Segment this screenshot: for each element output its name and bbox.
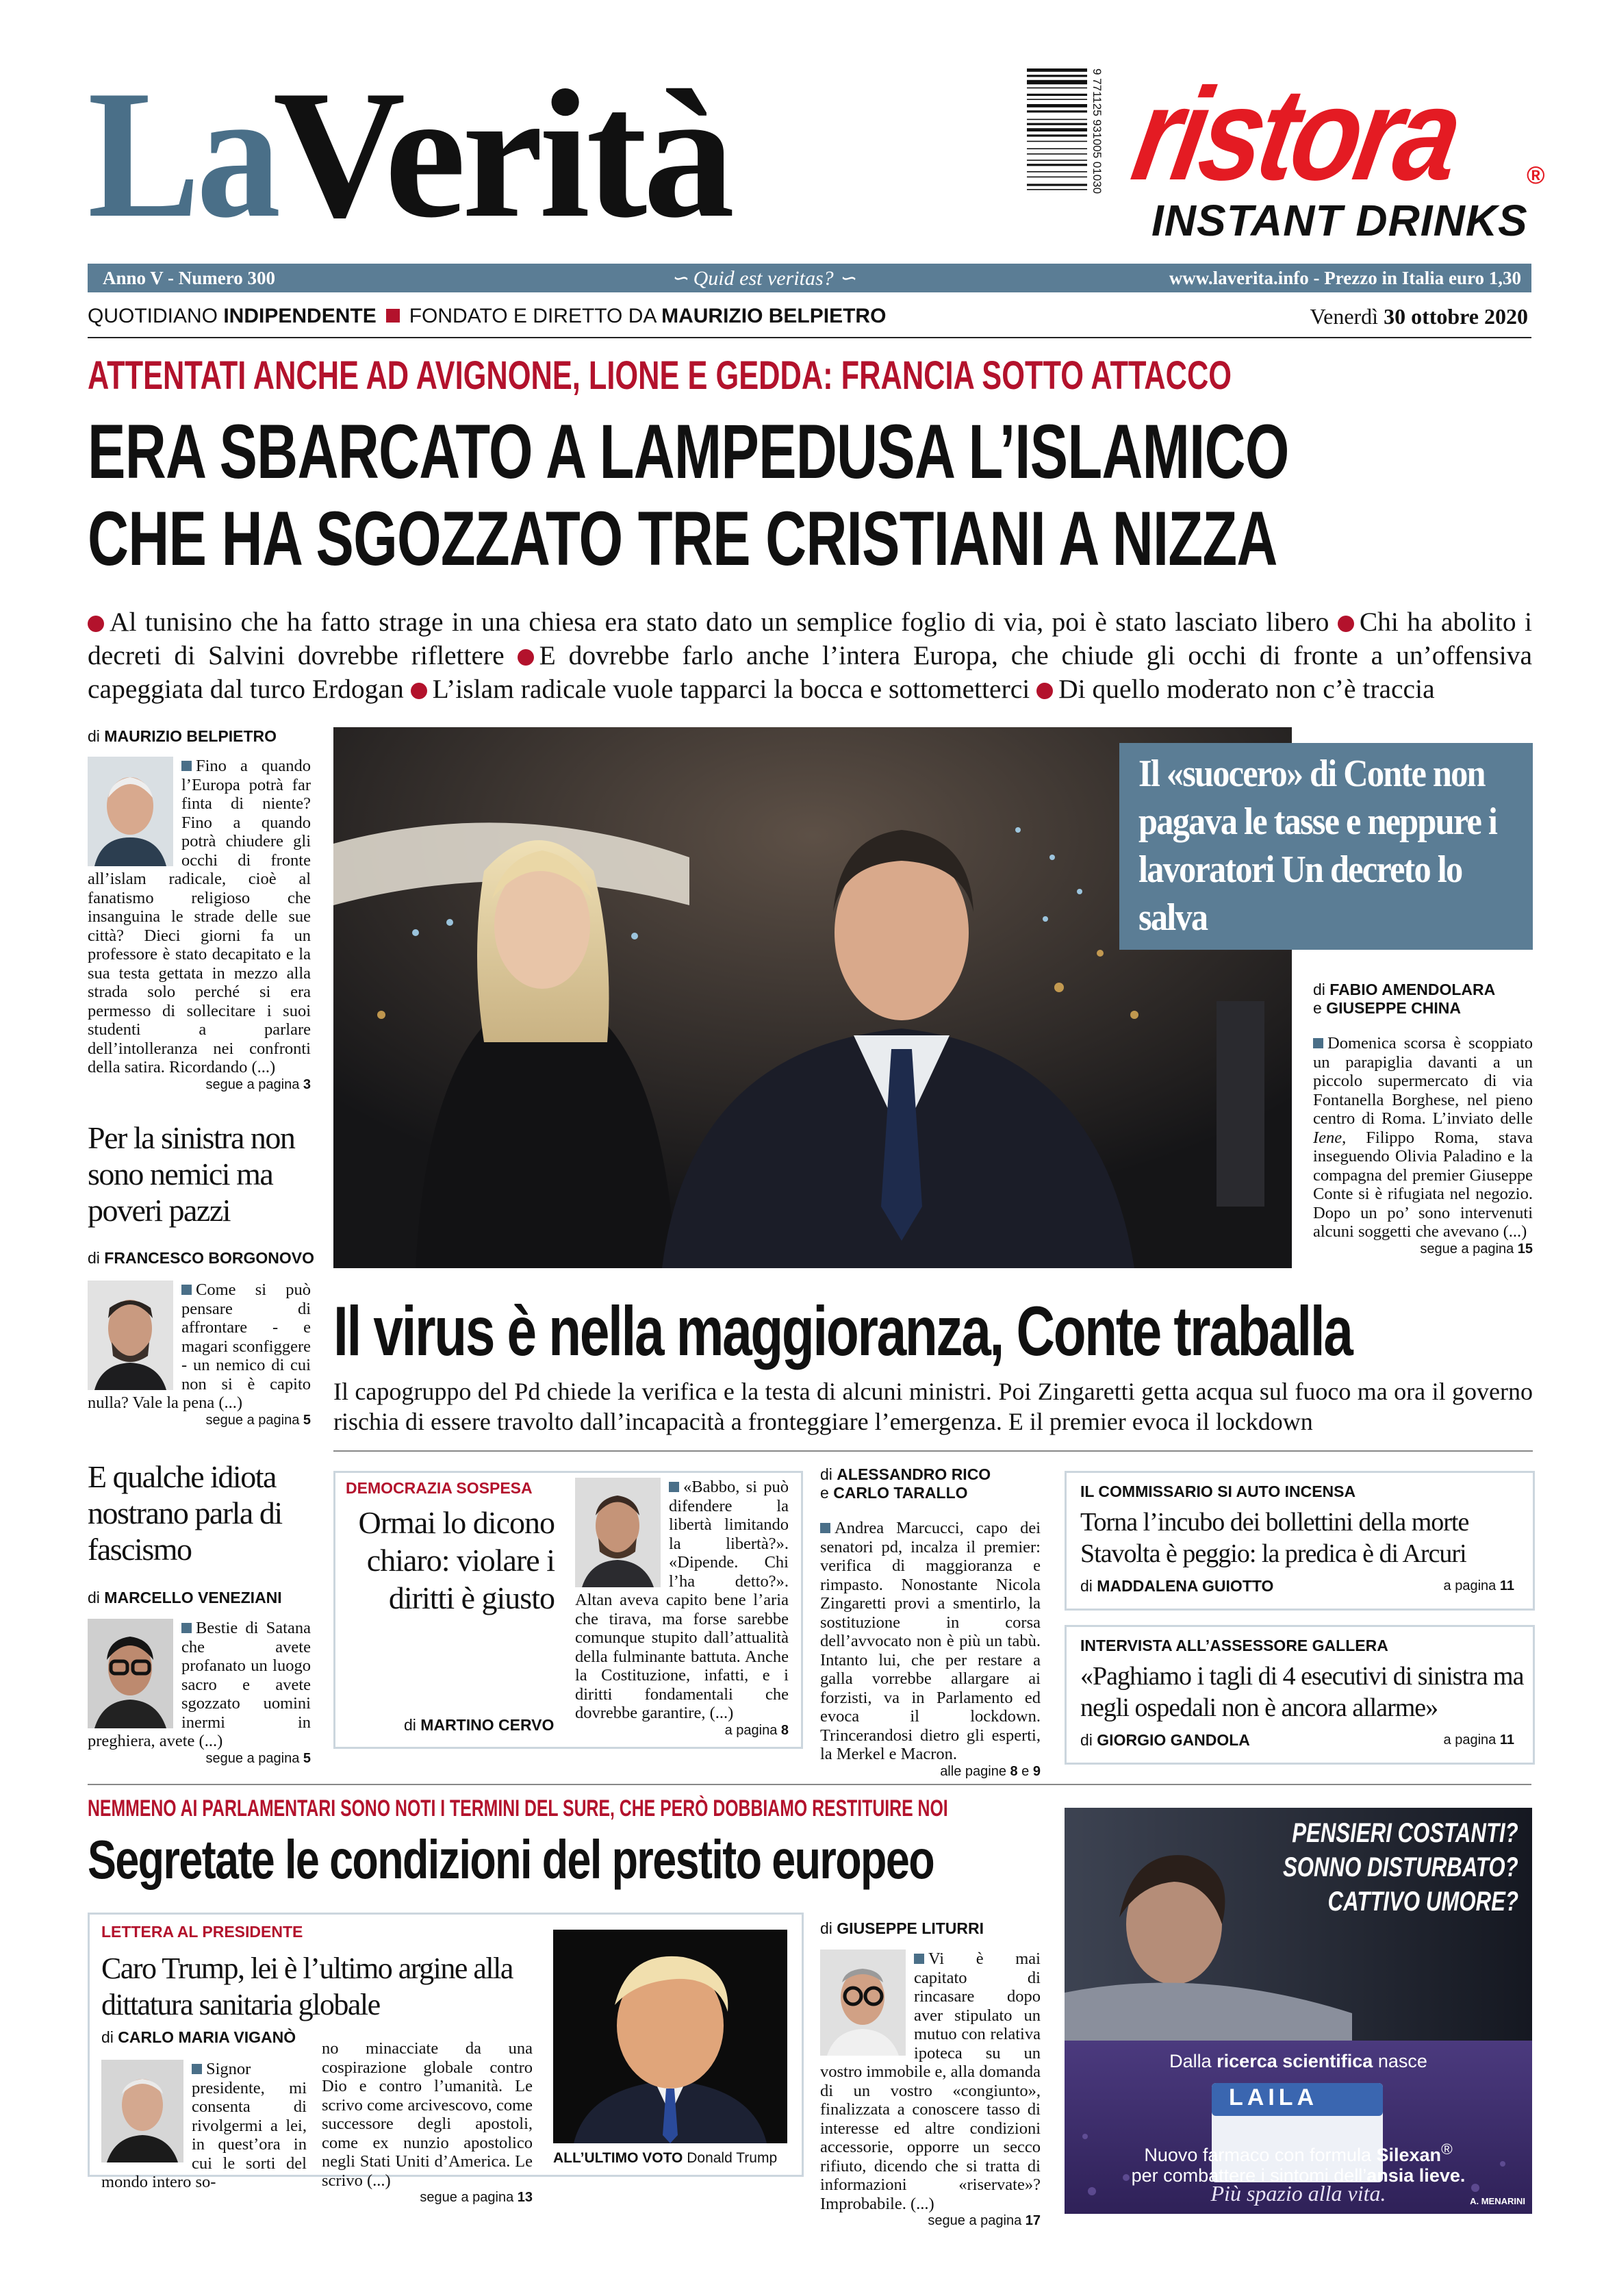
laila-q1: PENSIERI COSTANTI? <box>1292 1818 1518 1848</box>
trump-photo[interactable] <box>553 1930 787 2143</box>
barcode-bar <box>1027 164 1087 166</box>
barcode-bar <box>1027 68 1087 72</box>
bullet-dot-icon <box>518 649 534 666</box>
ristora-ad[interactable] <box>1123 60 1561 247</box>
headline-veneziani[interactable]: E qualche idiota nostrano parla di fascismo <box>88 1459 282 1567</box>
author-photo-belpietro <box>88 757 173 866</box>
square-icon <box>181 1285 192 1295</box>
barcode-bar <box>1027 119 1087 121</box>
segue-link[interactable]: segue a pagina 13 <box>420 2190 533 2205</box>
article-text: Bestie di Satana che avete profanato un luogo sacro e avete sgozzato uomini inermi in preghiera, avete (...) <box>88 1619 311 1750</box>
barcode-bar <box>1027 184 1087 186</box>
barcode-bar <box>1027 104 1087 108</box>
barcode-bar <box>1027 134 1087 136</box>
byline-gandola[interactable]: di GIORGIO GANDOLA <box>1080 1731 1250 1749</box>
byline-borgonovo[interactable]: di FRANCESCO BORGONOVO <box>88 1249 314 1267</box>
square-icon <box>181 761 192 771</box>
apagina-link[interactable]: a pagina 11 <box>1443 1578 1514 1593</box>
author-photo-cervo <box>575 1478 661 1587</box>
masthead-rule <box>88 337 1531 338</box>
lettera-kicker: LETTERA AL PRESIDENTE <box>101 1923 303 1941</box>
site-price[interactable]: www.laverita.info - Prezzo in Italia euro 1,30 <box>1169 268 1521 288</box>
barcode-bar <box>1027 171 1087 173</box>
barcode-bar <box>1027 177 1087 178</box>
trump-portrait <box>553 1930 787 2143</box>
byline-rico[interactable]: di ALESSANDRO RICO e CARLO TARALLO <box>820 1465 991 1502</box>
segue-link[interactable]: segue a pagina 5 <box>205 1412 311 1428</box>
suocero-headline-box[interactable] <box>1119 743 1533 950</box>
col-belpietro <box>88 757 311 1093</box>
bullet-dot-icon <box>88 616 104 632</box>
tagline: QUOTIDIANO INDIPENDENTE FONDATO E DIRETTO DA MAURIZIO BELPIETRO <box>88 305 887 327</box>
ristora-registered: ® <box>1527 161 1545 189</box>
segue-link[interactable]: segue a pagina 15 <box>1420 1241 1533 1257</box>
byline-belpietro[interactable]: di MAURIZIO BELPIETRO <box>88 727 277 745</box>
barcode-bar <box>1027 80 1087 84</box>
apagina-link[interactable]: a pagina 8 <box>724 1722 789 1738</box>
author-photo-borgonovo <box>88 1281 173 1390</box>
gallera-kicker: INTERVISTA ALL’ASSESSORE GALLERA <box>1080 1637 1388 1654</box>
issue-number: Anno V - Numero 300 <box>103 268 276 288</box>
lead-overline: ATTENTATI ANCHE AD AVIGNONE, LIONE E GEDDA: FRANCIA SOTTO ATTACCO <box>88 353 1232 398</box>
gallera-title[interactable]: «Paghiamo i tagli di 4 esecutivi di sinistra ma negli ospedali non è ancora allarme» <box>1080 1662 1524 1722</box>
barcode-bar <box>1027 128 1087 131</box>
article-text: Andrea Marcucci, capo dei senatori pd, incalza il premier: verifica di maggioranza e rimpasto. Nonostante Nicola Zingaretti provi a smentirlo, la sostituzione in corsa dell’avvocato non è più un tabù. Intanto lui, che per restare a galla vorrebbe allargare ai forzisti, va in Parlamento ed evoca il lockdown. Trincerandosi dietro gli esperti, la Merkel e Macron. <box>820 1519 1041 1763</box>
barcode <box>1027 68 1106 243</box>
barcode-bar <box>1027 75 1087 77</box>
barcode-bar <box>1027 99 1087 100</box>
democrazia-kicker: DEMOCRAZIA SOSPESA <box>346 1479 533 1497</box>
commissario-title[interactable]: Torna l’incubo dei bollettini della morte Stavolta è peggio: la predica è di Arcuri <box>1080 1508 1469 1568</box>
headline-borgonovo[interactable]: Per la sinistra non sono nemici ma poveri pazzi <box>88 1120 295 1228</box>
barcode-bar <box>1027 123 1087 125</box>
square-icon <box>1313 1038 1323 1048</box>
article-text: «Babbo, si può difendere la libertà limitando la libertà?». «Dipende. Chi l’ha detto?». Altan aveva capito bene l’aria che tirava, ma forse sarebbe comunque stupito dall’attualità della fulminante battuta. Anche la Costituzione, infatti, e i diritti fondamentali che dovrebbe garantire, (...) <box>575 1478 789 1722</box>
commissario-kicker: IL COMMISSARIO SI AUTO INCENSA <box>1080 1483 1356 1500</box>
laila-maker: A. MENARINI <box>1470 2196 1525 2206</box>
square-icon <box>820 1523 830 1533</box>
byline-liturri[interactable]: di GIUSEPPE LITURRI <box>820 1919 984 1937</box>
laila-dalla: Dalla ricerca scientifica nasce <box>1169 2051 1427 2071</box>
barcode-number: 9 771125 931005 01030 <box>1091 68 1104 194</box>
motto-ornament-right-icon: ∽ <box>833 267 856 290</box>
author-photo-veneziani <box>88 1619 173 1728</box>
author-photo-vigano <box>101 2060 183 2162</box>
col-veneziani <box>88 1619 311 1767</box>
col-liturri <box>820 1950 1041 2229</box>
article-text: Signor presidente, mi consenta di rivolgermi a lei, in quest’ora in cui le sorti del mondo intero so- <box>101 2060 307 2191</box>
bullet-dot-icon <box>411 683 427 699</box>
apagina-link[interactable]: a pagina 11 <box>1443 1732 1514 1748</box>
laila-product: LAILA <box>1229 2084 1319 2110</box>
barcode-bar <box>1027 94 1087 96</box>
logo-la: La <box>88 52 277 255</box>
lead-headline-2[interactable]: CHE HA SGOZZATO TRE CRISTIANI A NIZZA <box>88 496 1277 581</box>
square-icon <box>914 1954 924 1964</box>
col-rico <box>820 1519 1041 1780</box>
segue-link[interactable]: segue a pagina 5 <box>205 1750 311 1766</box>
byline-guiotto[interactable]: di MADDALENA GUIOTTO <box>1080 1577 1274 1595</box>
barcode-bar <box>1027 110 1087 112</box>
laila-q2: SONNO DISTURBATO? <box>1283 1852 1518 1882</box>
bullet-dot-icon <box>1338 616 1354 632</box>
col-lettera-1 <box>101 2060 307 2192</box>
barcode-bar <box>1027 148 1087 149</box>
laila-nuovo: Nuovo farmaco con formula Silexan® per combattere i sintomi dell’ansia lieve. <box>1131 2141 1466 2186</box>
col-suocero <box>1313 1034 1533 1257</box>
barcode-bar <box>1027 141 1087 142</box>
virus-summary: Il capogruppo del Pd chiede la verifica e la testa di alcuni ministri. Poi Zingaretti getta acqua sul fuoco ma ora il governo rischia di essere travolto dall’incapacità a fronteggiare l’emergenza. E il premier evoca il lockdown <box>333 1378 1533 1435</box>
laila-q3: CATTIVO UMORE? <box>1327 1887 1518 1917</box>
laila-ad[interactable] <box>1065 1808 1532 2214</box>
lettera-title[interactable]: Caro Trump, lei è l’ultimo argine alla dittatura sanitaria globale <box>101 1952 513 2021</box>
col-lettera-2 <box>322 2039 533 2206</box>
masthead-logo <box>88 52 731 255</box>
barcode-bar <box>1027 189 1087 190</box>
byline-amendolara[interactable]: di FABIO AMENDOLARA e GIUSEPPE CHINA <box>1313 981 1496 1017</box>
author-photo-liturri <box>820 1950 906 2056</box>
democrazia-title[interactable]: Ormai lo dicono chiaro: violare i diritti è giusto <box>358 1505 555 1615</box>
motto: ∽ Quid est veritas? ∽ <box>671 267 856 290</box>
article-text: Fino a quando l’Europa potrà far finta di niente? Fino a quando potrà chiudere gli occhi di fronte all’islam radicale, cioè al fanatismo religioso che insanguina le strade delle sue città? Dieci giorni fa un professore è stato decapitato e la sua testa gettata in mezzo alla strada solo perché si era permesso di sollecitare i suoi studenti a parlare dell’intolleranza nei confronti della satira. Ricordando (...) <box>88 757 311 1076</box>
article-text: no minacciate da una cospirazione globale contro Dio e contro l’umanità. Le scrivo come arcivescovo, come successore degli apostoli, come ex nunzio apostolico negli Stati Uniti d’America. Le scrivo (...) <box>322 2039 533 2190</box>
trump-caption: ALL’ULTIMO VOTO Donald Trump <box>553 2150 778 2166</box>
barcode-bar <box>1027 88 1087 89</box>
byline-cervo[interactable]: di MARTINO CERVO <box>404 1716 555 1734</box>
issue-date: Venerdì 30 ottobre 2020 <box>1310 304 1528 329</box>
motto-ornament-left-icon: ∽ <box>671 267 693 290</box>
article-text: Come si può pensare di affrontare - e magari sconfiggere - un nemico di cui non si è capito nulla? Vale la pena (...) <box>88 1281 311 1412</box>
virus-headline[interactable]: Il virus è nella maggioranza, Conte traballa <box>333 1292 1352 1370</box>
barcode-bar <box>1027 153 1087 155</box>
col-borgonovo <box>88 1281 311 1428</box>
ristora-brand: ristora <box>1123 60 1468 207</box>
byline-veneziani[interactable]: di MARCELLO VENEZIANI <box>88 1589 282 1606</box>
col-democrazia <box>575 1478 789 1739</box>
square-icon <box>192 2064 202 2074</box>
article-text: Domenica scorsa è scoppiato un parapiglia davanti a un piccolo supermercato di via Fontanella Borghese, nel pieno centro di Roma. L’inviato delle Iene, Filippo Roma, stava inseguendo Olivia Paladino e la compagna del premier Giuseppe Conte si è rifugiata nel negozio. Dopo un po’ sono intervenuti alcuni soggetti che avevano (...) <box>1313 1034 1533 1241</box>
bullet-dot-icon <box>1036 683 1053 699</box>
lead-headline-1[interactable]: ERA SBARCATO A LAMPEDUSA L’ISLAMICO <box>88 409 1289 494</box>
laila-slogan: Più spazio alla vita. <box>1210 2181 1386 2206</box>
segue-link[interactable]: segue a pagina 17 <box>928 2213 1041 2228</box>
article-text: Vi è mai capitato di rincasare dopo aver stipulato un mutuo con relativa ipoteca su un vostro immobile e, alla domanda di un vostro «congiunto», finalizzata a conoscere tasso di interesse ed altre condizioni accessorie, opporre un secco rifiuto, dicendo che si tratta di informazioni «riservate»? Improbabile. (...) <box>820 1950 1041 2213</box>
square-bullet-icon <box>386 309 400 323</box>
segue-link[interactable]: segue a pagina 3 <box>205 1076 311 1092</box>
sure-overline: NEMMENO AI PARLAMENTARI SONO NOTI I TERMINI DEL SURE, CHE PERÒ DOBBIAMO RESTITUIRE NOI <box>88 1795 948 1821</box>
lead-summary: Al tunisino che ha fatto strage in una chiesa era stato dato un semplice foglio di via, poi è stato lasciato libero Chi ha abolito i decreti di Salvini dovrebbe riflettere E dovrebbe farlo anche l’intera Europa, che chiude gli occhi di fronte a un’offensiva capeggiata dal turco Erdogan L’islam radicale vuole tapparci la bocca e sottometterci Di quello moderato non c’è traccia <box>88 607 1532 704</box>
suocero-headline: Il «suocero» di Conte non pagava le tasse e neppure i lavoratori Un decreto lo salva <box>1138 753 1497 939</box>
byline-vigano[interactable]: di CARLO MARIA VIGANÒ <box>101 2028 296 2046</box>
square-icon <box>181 1623 192 1633</box>
alle-pagine-link[interactable]: alle pagine 8 e 9 <box>940 1763 1041 1779</box>
square-icon <box>669 1482 679 1492</box>
barcode-bar <box>1027 160 1087 161</box>
logo-verita: Verità <box>272 52 731 255</box>
rule <box>333 1450 1533 1452</box>
sure-headline[interactable]: Segretate le condizioni del prestito europeo <box>88 1829 934 1890</box>
rule <box>88 1784 1531 1785</box>
ristora-sub: INSTANT DRINKS <box>1151 196 1528 245</box>
